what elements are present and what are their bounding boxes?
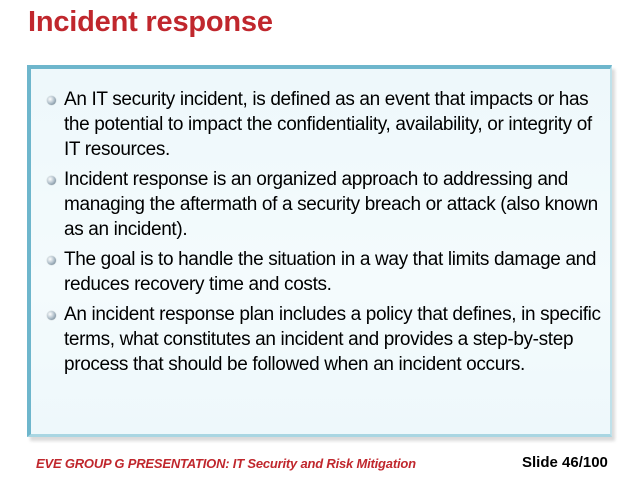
bullet-item: [47, 167, 607, 242]
presentation-footer-label: EVE GROUP G PRESENTATION: IT Security and Risk Mitigation: [36, 456, 416, 471]
round-bullet-icon: [47, 96, 56, 105]
bullet-text: An incident response plan includes a policy that defines, in specific terms, what constitutes an incident and provides a step-by-step process that should be followed when an incident occurs.: [64, 304, 601, 375]
bullet-list: [47, 87, 607, 382]
bullet-text: Incident response is an organized approach to addressing and managing the aftermath of a security breach or attack (also known as an incident).: [64, 169, 598, 240]
content-panel: [27, 65, 612, 437]
round-bullet-icon: [47, 256, 56, 265]
bullet-text: An IT security incident, is defined as an event that impacts or has the potential to impact the confidentiality, availability, or integrity of IT resources.: [64, 89, 592, 160]
bullet-text: The goal is to handle the situation in a way that limits damage and reduces recovery time and costs.: [64, 249, 597, 295]
round-bullet-icon: [47, 311, 56, 320]
slide-title: Incident response: [28, 6, 273, 38]
round-bullet-icon: [47, 176, 56, 185]
slide-number: Slide 46/100: [522, 454, 608, 471]
bullet-item: [47, 302, 607, 377]
bullet-item: [47, 87, 607, 162]
bullet-item: [47, 247, 607, 297]
